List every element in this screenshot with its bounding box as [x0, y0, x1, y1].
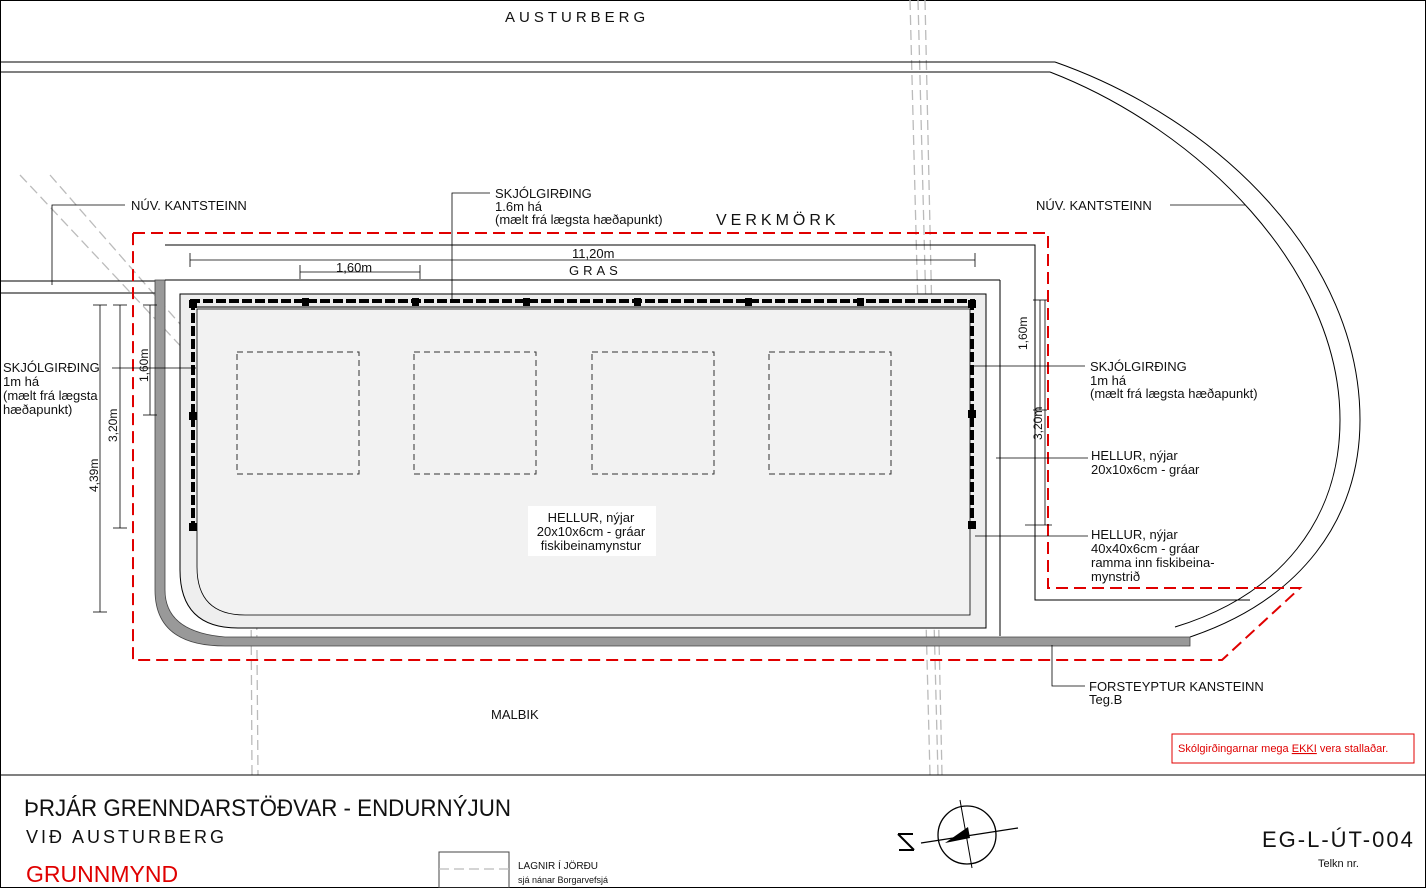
left-439-dimension: 4,39m — [87, 458, 101, 492]
total-width-dimension: 11,20m — [572, 246, 615, 261]
left-160-dimension: 1,60m — [137, 348, 151, 382]
svg-text:SKJÓLGIRÐING: SKJÓLGIRÐING — [495, 186, 592, 201]
svg-text:20x10x6cm - gráar: 20x10x6cm - gráar — [1091, 462, 1200, 477]
pavers-right2-label — [1091, 527, 1215, 584]
pavers-right1-label — [1091, 448, 1200, 477]
grass-label: GRAS — [569, 263, 622, 278]
svg-text:ramma inn fiskibeina-: ramma inn fiskibeina- — [1091, 555, 1215, 570]
legend-label: LAGNIR Í JÖRÐU — [518, 861, 599, 872]
right-160-dimension: 1,60m — [1016, 316, 1030, 350]
svg-text:SKJÓLGIRÐING: SKJÓLGIRÐING — [1090, 359, 1187, 374]
asphalt-label: MALBIK — [491, 707, 539, 722]
pavers-center-label — [537, 510, 646, 553]
paver-area-inner — [197, 309, 970, 615]
work-area-label: VERKMÖRK — [716, 212, 840, 229]
title-block — [0, 775, 1426, 888]
segment-dimension: 1,60m — [336, 260, 373, 275]
svg-text:mynstrið: mynstrið — [1091, 569, 1141, 584]
svg-text:HELLUR, nýjar: HELLUR, nýjar — [1091, 448, 1178, 463]
street-name-label: AUSTURBERG — [505, 9, 650, 26]
svg-text:HELLUR, nýjar: HELLUR, nýjar — [547, 510, 635, 525]
fence-left-label — [3, 360, 100, 417]
project-subtitle: VIÐ AUSTURBERG — [26, 827, 228, 847]
right-320-dimension: 3,20m — [1031, 406, 1045, 440]
svg-text:SKJÓLGIRÐING: SKJÓLGIRÐING — [3, 360, 100, 375]
sheet-name: GRUNNMYND — [26, 861, 179, 887]
legend-note: sjá nánar Borgarvefsjá — [518, 875, 609, 885]
kantsteinn-right-label: NÚV. KANTSTEINN — [1036, 198, 1152, 213]
drawing-number: EG-L-ÚT-004 — [1262, 827, 1415, 852]
precast-curb-label — [1089, 679, 1264, 707]
svg-text:(mælt frá lægsta hæðapunkt): (mælt frá lægsta hæðapunkt) — [495, 212, 663, 227]
svg-text:1m há: 1m há — [1090, 373, 1127, 388]
fence-right-label — [1090, 359, 1258, 401]
svg-text:(mælt frá lægsta: (mælt frá lægsta — [3, 388, 98, 403]
svg-text:40x40x6cm - gráar: 40x40x6cm - gráar — [1091, 541, 1200, 556]
svg-text:HELLUR, nýjar: HELLUR, nýjar — [1091, 527, 1178, 542]
svg-text:hæðapunkt): hæðapunkt) — [3, 402, 73, 417]
drawing-number-label: Telkn nr. — [1318, 858, 1359, 870]
svg-text:1m há: 1m há — [3, 374, 40, 389]
project-title: ÞRJÁR GRENNDARSTÖÐVAR - ENDURNÝJUN — [24, 795, 511, 822]
svg-text:(mælt frá lægsta hæðapunkt): (mælt frá lægsta hæðapunkt) — [1090, 386, 1258, 401]
fence-top-label — [495, 186, 663, 227]
svg-text:20x10x6cm - gráar: 20x10x6cm - gráar — [536, 524, 646, 539]
svg-text:1.6m há: 1.6m há — [495, 199, 542, 214]
left-320-dimension: 3,20m — [106, 408, 120, 442]
kantsteinn-left-label: NÚV. KANTSTEINN — [131, 198, 247, 213]
warning-note: Skólgirðingarnar mega EKKI vera stallaðar. — [1178, 743, 1389, 755]
svg-text:fiskibeinamynstur: fiskibeinamynstur — [540, 538, 642, 553]
svg-text:FORSTEYPTUR KANSTEINN: FORSTEYPTUR KANSTEINN — [1089, 679, 1264, 694]
svg-text:Teg.B: Teg.B — [1089, 692, 1123, 707]
